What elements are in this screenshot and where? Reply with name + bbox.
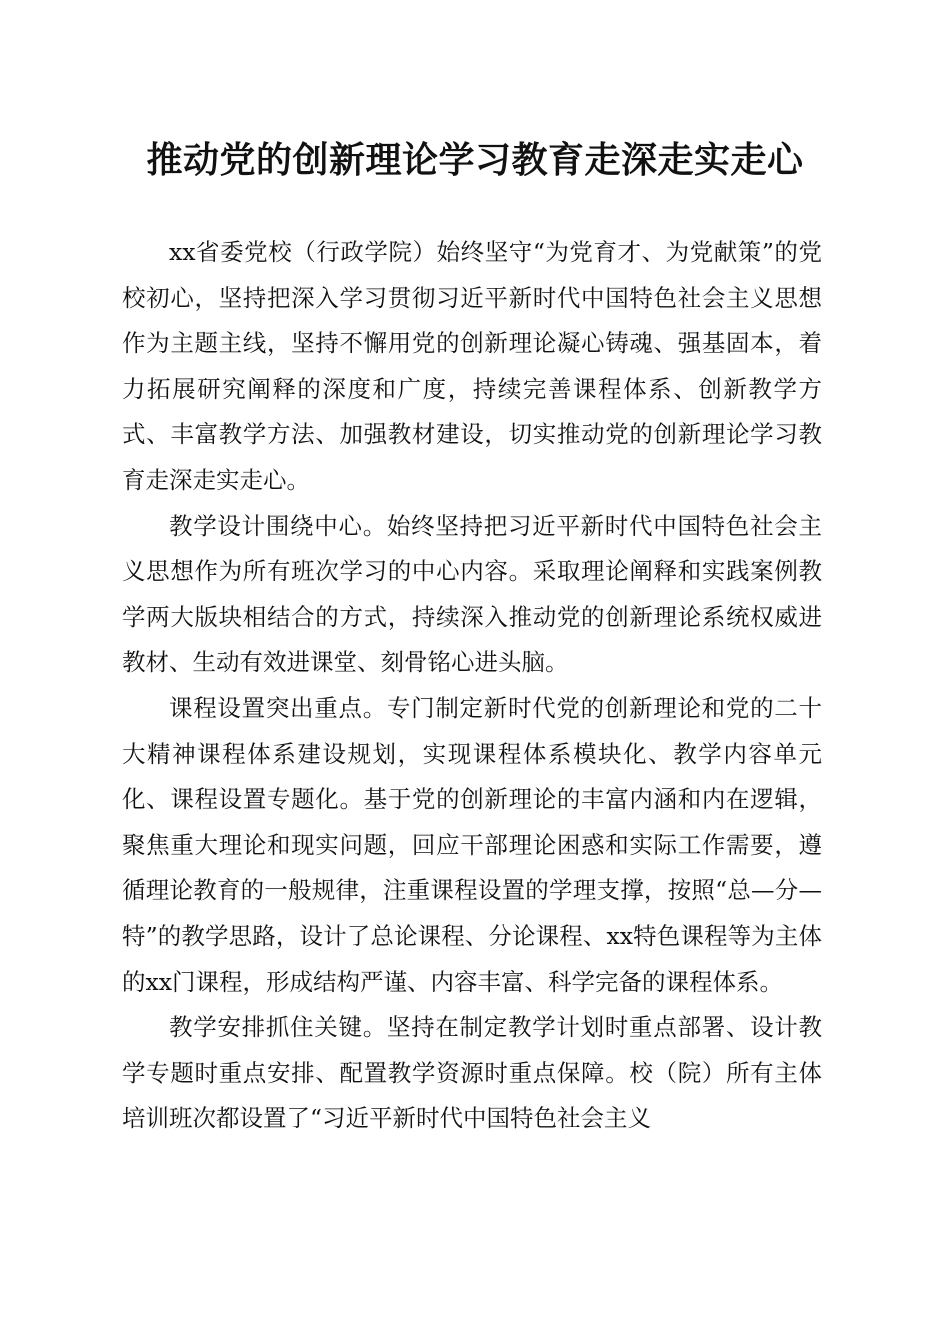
paragraph-teaching-design: 教学设计围绕中心。始终坚持把习近平新时代中国特色社会主义思想作为所有班次学习的中心内容。采取理论阐释和实践案例教学两大版块相结合的方式，持续深入推动党的创新理论系统权威进教材、生动有效进课堂、刻骨铭心进头脑。 [122, 511, 822, 677]
paragraph-teaching-arrangement: 教学安排抓住关键。坚持在制定教学计划时重点部署、设计教学专题时重点安排、配置教学资源时重点保障。校（院）所有主体培训班次都设置了“习近平新时代中国特色社会主义 [122, 1013, 822, 1133]
paragraph-intro: xx省委党校（行政学院）始终坚守“为党育才、为党献策”的党校初心，坚持把深入学习贯彻习近平新时代中国特色社会主义思想作为主题主线，坚持不懈用党的创新理论凝心铸魂、强基固本，着力拓展研究阐释的深度和广度，持续完善课程体系、创新教学方式、丰富教学方法、加强教材建设，切实推动党的创新理论学习教育走深走实走心。 [122, 238, 822, 494]
document-body [122, 230, 822, 1142]
paragraph-course-setting: 课程设置突出重点。专门制定新时代党的创新理论和党的二十大精神课程体系建设规划，实现课程体系模块化、教学内容单元化、课程设置专题化。基于党的创新理论的丰富内涵和内在逻辑，聚焦重大理论和现实问题，回应干部理论困惑和实际工作需要，遵循理论教育的一般规律，注重课程设置的学理支撑，按照“总—分—特”的教学思路，设计了总论课程、分论课程、xx特色课程等为主体的xx门课程，形成结构严谨、内容丰富、科学完备的课程体系。 [122, 693, 822, 996]
document-title: 推动党的创新理论学习教育走深走实走心 [146, 139, 804, 181]
